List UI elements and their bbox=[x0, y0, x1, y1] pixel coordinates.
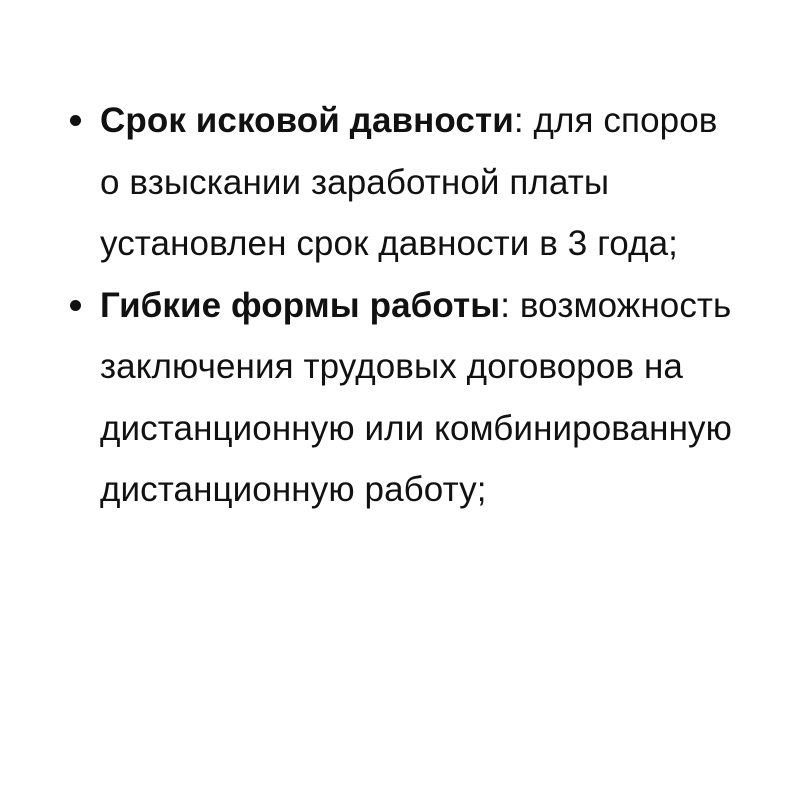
bullet-dot-icon bbox=[70, 115, 81, 126]
item-term: Срок исковой давности bbox=[100, 101, 514, 140]
list-item bbox=[66, 90, 746, 275]
document-body bbox=[66, 90, 746, 521]
item-text: : для споров о взыскании заработной платы установлен срок давности в 3 года; bbox=[100, 101, 718, 263]
item-text: : возможность заключения трудовых договоров на дистанционную или комбинированную дистанционную работу; bbox=[100, 285, 732, 509]
list-item bbox=[66, 275, 746, 521]
bullet-list bbox=[66, 90, 746, 521]
bullet-dot-icon bbox=[70, 300, 81, 311]
item-term: Гибкие формы работы bbox=[100, 285, 501, 325]
